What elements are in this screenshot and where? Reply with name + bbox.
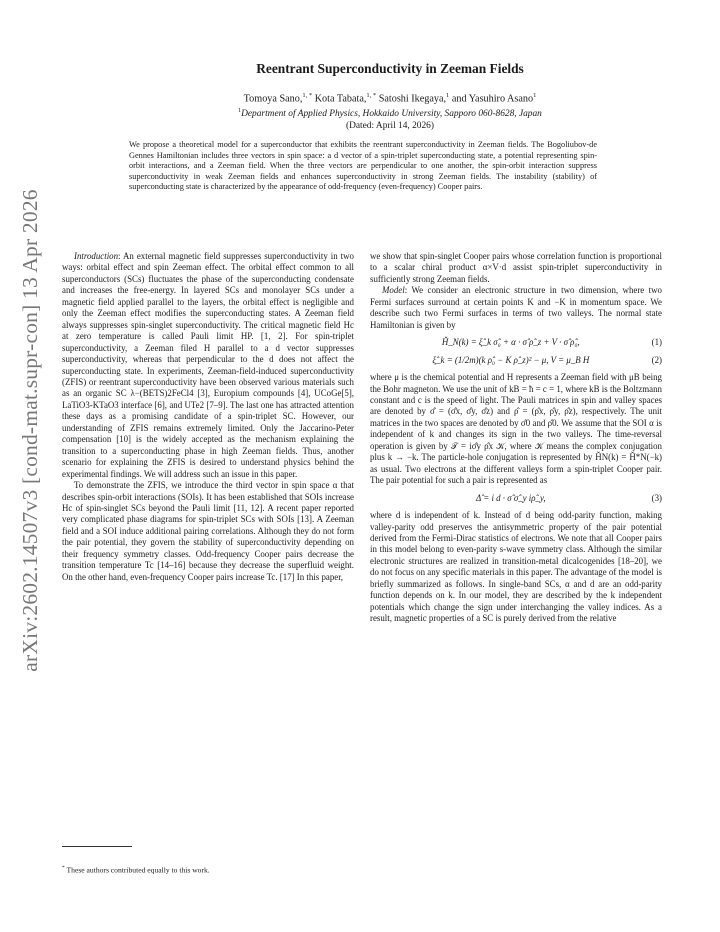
equation-number: (2)	[651, 354, 662, 365]
abstract: We propose a theoretical model for a superconductor that exhibits the reentrant superconductivity in Zeeman fields. The Bogoliubov-de Gennes Hamiltonian includes three vectors in spin space: a d vector of a spin-triplet superconducting state, a potential representing spin-orbit interactions, and a Zeeman field. When the three vectors are perpendicular to one another, the spin-orbit interaction suppress superconductivity in weak Zeeman fields and enhances superconductivity in strong Zeeman fields. The instability (stability) of superconducting state is characterized by the appearance of odd-frequency (even-frequency) Cooper pairs.	[129, 140, 597, 192]
equation-number: (1)	[651, 337, 662, 348]
paragraph: To demonstrate the ZFIS, we introduce the third vector in spin space α that describes spin-orbit interactions (SOIs). It has been established that SOIs increase Hc of spin-singlet SCs beyond the Pauli limit [11, 12]. A recent paper reported very complicated phase diagrams for spin-triplet SCs with SOIs [13]. A Zeeman field and a SOI induce additional pairing correlations. Although they do not form the pair potential, they govern the stability of superconductivity depending on their frequency symmetry classes. Odd-frequency Cooper pairs decrease the transition temperature Tc [14–16] because they decrease the superfluid weight. On the other hand, even-frequency Cooper pairs increase Tc. [17] In this paper,	[62, 480, 354, 582]
equation-expression: ξ̂_k = (1/2m)(k ρ̂₀ − K ρ̂_z)² − μ, V = μ_B H	[432, 354, 590, 365]
footnote-divider	[62, 846, 132, 847]
right-column	[370, 251, 662, 625]
model-paragraph	[370, 285, 662, 331]
model-label: Model	[382, 285, 405, 296]
author-mark: 1, *	[366, 92, 377, 99]
affiliation-text: Department of Applied Physics, Hokkaido University, Sapporo 060-8628, Japan	[241, 109, 542, 120]
author-mark: 1, *	[302, 92, 313, 99]
equation-expression: Ȟ_N(k) = ξ̂_k σ̂₀ + α · σ̂ ρ̂_z + V · σ̂ ρ̂₀,	[441, 337, 580, 348]
paragraph: where μ is the chemical potential and H represents a Zeeman field with μB being the Bohr magneton. We use the unit of kB = ħ = c = 1, where kB is the Boltzmann constant and c is the speed of light. The Pauli matrices in spin and valley spaces are denoted by σ̂ = (σ̂x, σ̂y, σ̂z) and ρ̂ = (ρ̂x, ρ̂y, ρ̂z), respectively. The unit matrices in the two spaces are denoted by σ̂0 and ρ̂0. We assume that the SOI α is independent of k and changes its sign in the two valleys. The time-reversal operation is given by 𝒯 = iσ̂y ρ̂x 𝒦, where 𝒦 means the complex conjugation plus k → −k. The particle-hole conjugation is represented by ȞN(k) = Ȟ*N(−k) as usual. Two electrons at the different valleys form a spin-triplet Cooper pair. The pair potential for such a pair is represented as	[370, 372, 662, 486]
equation-2	[370, 355, 662, 366]
model-text: : We consider an electronic structure in two dimension, where two Fermi surfaces surround at certain points K and −K in momentum space. We describe such two Fermi surfaces in terms of two valleys. The normal state Hamiltonian is given by	[370, 285, 662, 330]
affiliation-mark: 1	[238, 108, 242, 114]
footnote-text: These authors contributed equally to this work.	[64, 865, 210, 875]
author-name: Kota Tabata,	[314, 93, 367, 105]
author-name: and Yasuhiro Asano	[451, 93, 534, 105]
arxiv-stamp	[14, 188, 46, 672]
intro-label: Introduction	[74, 251, 119, 261]
author-mark: 1	[446, 92, 450, 99]
footnote-mark: *	[62, 865, 65, 871]
equation-number: (3)	[651, 492, 662, 503]
intro-text: : An external magnetic field suppresses superconductivity in two ways: orbital effect and spin Zeeman effect. The orbital effect common to all superconductors (SCs) fluctuates the phase of the superconducting condensate and increases the free-energy. In layered SCs and monolayer SCs under a magnetic field applied parallel to the layers, the orbital effect is negligible and only the Zeeman effect modifies the superconducting states. A Zeeman field always suppresses spin-singlet superconductivity. The critical magnetic field Hc at zero temperature is called Pauli limit HP. [1, 2]. For spin-triplet superconductivity, a Zeeman filed H parallel to a d vector suppresses superconductivity, whereas that perpendicular to the d does not affect the superconducting state. In experiments, Zeeman-field-induced superconductivity (ZFIS) or reentrant superconductivity have been observed various materials such as an organic SC λ−(BETS)2FeCl4 [3], Europium compounds [4], UCoGe[5], LaTiO3-KTaO3 interface [6], and UTe2 [7–9]. The last one has attracted attention these days as a promising candidate of a spin-triplet SC. However, our understanding of ZFIS remains extremely limited. Only the Jaccarino-Peter compensation [10] is the widely accepted as the mechanism explaining the transition to a superconducting phase in high Zeeman fields. Thus, another scenario for explaining the ZFIS is desired to understand physics behind the experimental findings. We will address such an issue in this paper.	[62, 251, 354, 479]
author-name: Satoshi Ikegaya,	[378, 93, 447, 105]
author-name: Tomoya Sano,	[243, 93, 303, 105]
left-column	[62, 251, 354, 871]
equation-1	[370, 337, 662, 348]
author-mark: 1	[533, 92, 537, 99]
paragraph: where d is independent of k. Instead of d being odd-parity function, making valley-parity odd preserves the antisymmetric property of the pair potential derived from the Fermi-Dirac statistics of electrons. We note that all Cooper pairs in this model belong to even-parity s-wave symmetry class. Although the similar electronic structures are realized in transition-metal dicalcogenides [18–20], we do not focus on any specific materials in this paper. The advantage of the model is briefly summarized as follows. In single-band SCs, α and d are an odd-parity function depends on k. In our model, they are described by the k independent potentials which change the sign under interchanging the valley indices. As a result, magnetic properties of a SC is purely derived from the relative	[370, 510, 662, 624]
affiliation	[60, 108, 720, 119]
arxiv-id: arXiv:2602.14507v3 [cond-mat.supr-con] 13 Apr 2026	[17, 188, 42, 672]
author-list	[60, 92, 720, 104]
equation-expression: Δ̂ = i d · σ̂ σ̂_y iρ̂_y,	[475, 492, 546, 503]
intro-paragraph	[62, 251, 354, 480]
footnote	[62, 865, 210, 875]
paper-title: Reentrant Superconductivity in Zeeman Fields	[256, 61, 524, 76]
equation-3	[370, 493, 662, 504]
paragraph: we show that spin-singlet Cooper pairs whose correlation function is proportional to a scalar chiral product α×V·d assist spin-triplet superconductivity in sufficiently strong Zeeman fields.	[370, 251, 662, 284]
date-line: (Dated: April 14, 2026)	[345, 121, 434, 131]
